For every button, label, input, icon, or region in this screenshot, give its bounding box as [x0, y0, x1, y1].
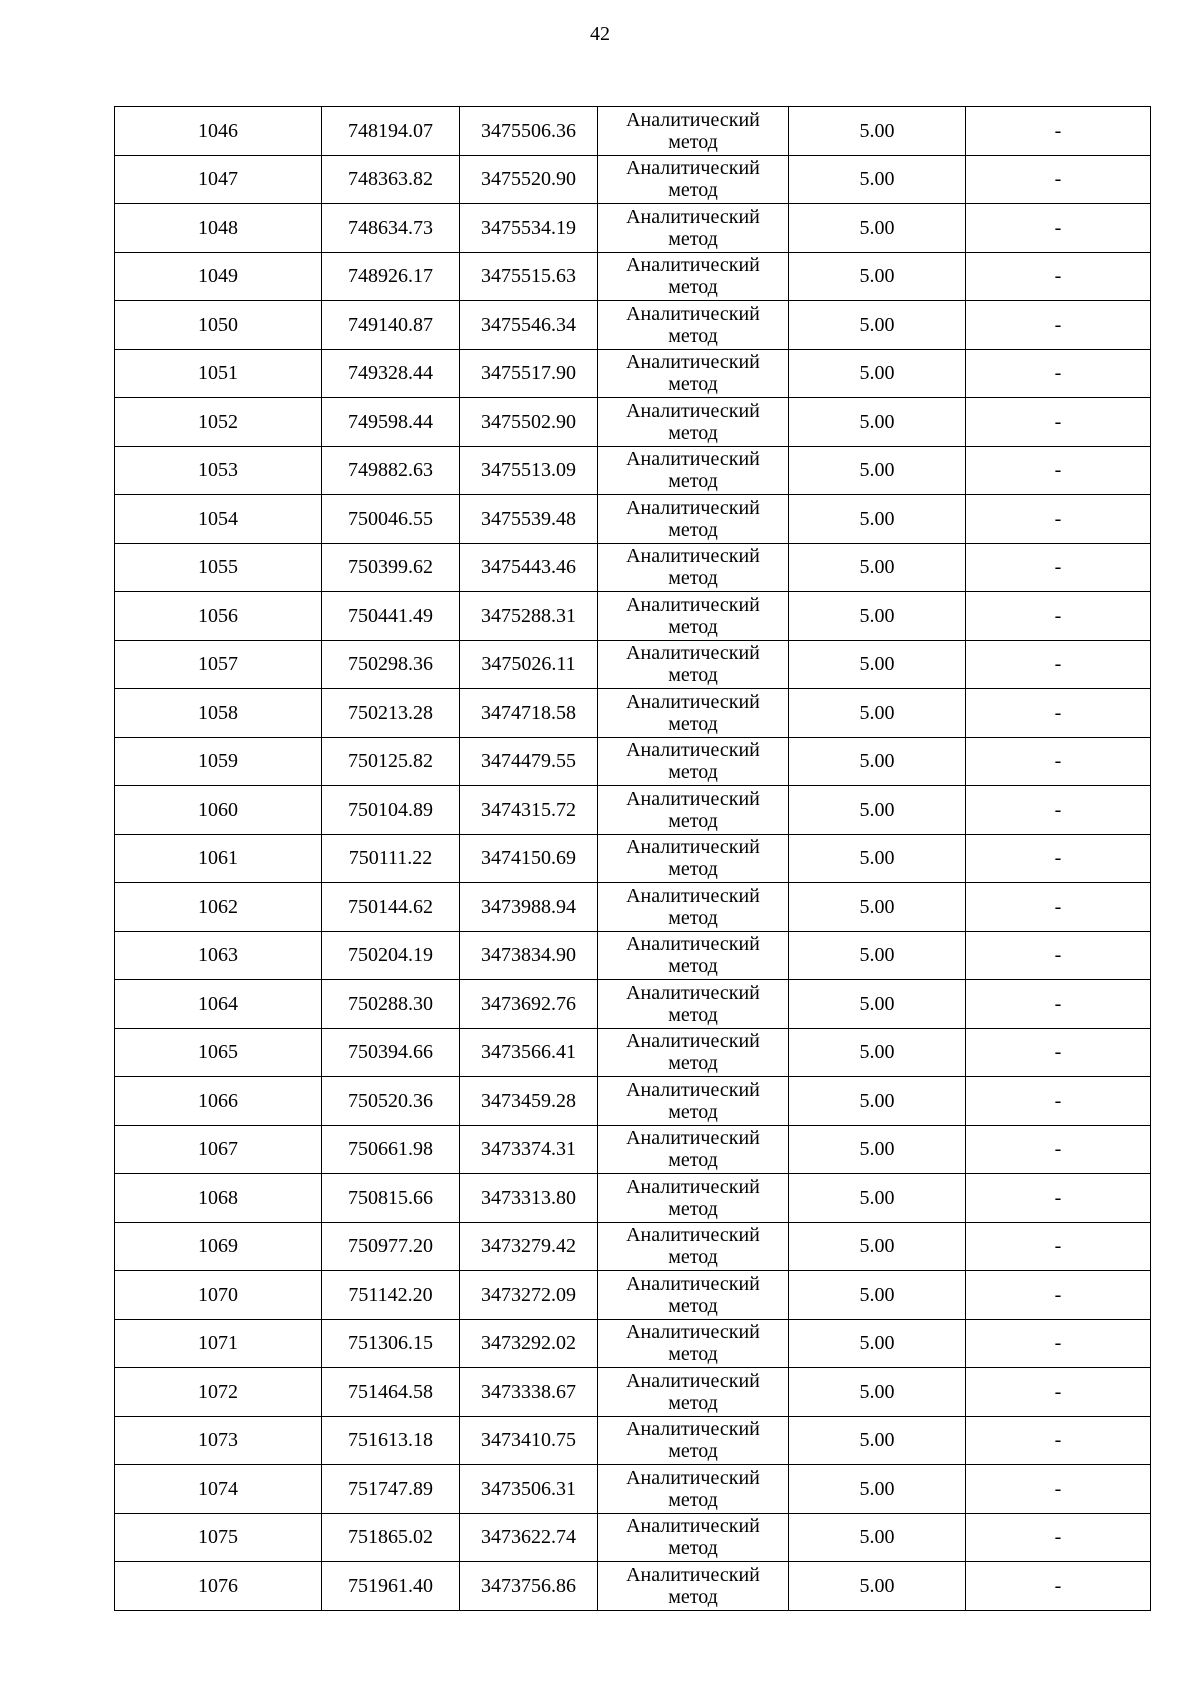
accuracy-cell: 5.00 [789, 1174, 966, 1223]
y-coordinate-cell: 3475443.46 [460, 543, 598, 592]
table-row [115, 883, 1151, 932]
point-id-cell: 1061 [115, 834, 322, 883]
accuracy-cell: 5.00 [789, 737, 966, 786]
method-cell [598, 398, 789, 447]
y-coordinate-cell: 3475546.34 [460, 301, 598, 350]
x-coordinate-cell: 751865.02 [322, 1513, 460, 1562]
table-row [115, 1319, 1151, 1368]
table-row [115, 1416, 1151, 1465]
x-coordinate-cell: 750394.66 [322, 1028, 460, 1077]
x-coordinate-cell: 748926.17 [322, 252, 460, 301]
point-id-cell: 1056 [115, 592, 322, 641]
x-coordinate-cell: 749140.87 [322, 301, 460, 350]
method-cell [598, 737, 789, 786]
method-cell [598, 689, 789, 738]
method-line: Аналитический [626, 1369, 760, 1392]
method-line: Аналитический [626, 1321, 760, 1344]
accuracy-cell: 5.00 [789, 1028, 966, 1077]
accuracy-cell: 5.00 [789, 543, 966, 592]
y-coordinate-cell: 3473313.80 [460, 1174, 598, 1223]
note-cell: - [966, 1125, 1151, 1174]
table-row [115, 1513, 1151, 1562]
y-coordinate-cell: 3475517.90 [460, 349, 598, 398]
x-coordinate-cell: 750144.62 [322, 883, 460, 932]
method-line: Аналитический [626, 981, 760, 1004]
point-id-cell: 1066 [115, 1077, 322, 1126]
accuracy-cell: 5.00 [789, 834, 966, 883]
method-line: Аналитический [626, 1175, 760, 1198]
table-row [115, 834, 1151, 883]
table-row [115, 1125, 1151, 1174]
method-line: метод [668, 858, 718, 881]
note-cell: - [966, 252, 1151, 301]
method-line: метод [668, 1343, 718, 1366]
y-coordinate-cell: 3474315.72 [460, 786, 598, 835]
method-line: Аналитический [626, 787, 760, 810]
note-cell: - [966, 543, 1151, 592]
accuracy-cell: 5.00 [789, 980, 966, 1029]
method-line: Аналитический [626, 448, 760, 471]
method-line: метод [668, 761, 718, 784]
table-row [115, 689, 1151, 738]
note-cell: - [966, 1562, 1151, 1611]
point-id-cell: 1057 [115, 640, 322, 689]
y-coordinate-cell: 3473279.42 [460, 1222, 598, 1271]
note-cell: - [966, 1028, 1151, 1077]
y-coordinate-cell: 3473834.90 [460, 931, 598, 980]
x-coordinate-cell: 750661.98 [322, 1125, 460, 1174]
table-row [115, 155, 1151, 204]
accuracy-cell: 5.00 [789, 349, 966, 398]
table-row [115, 495, 1151, 544]
method-line: Аналитический [626, 836, 760, 859]
method-line: метод [668, 1391, 718, 1414]
method-cell [598, 495, 789, 544]
method-line: метод [668, 227, 718, 250]
x-coordinate-cell: 750977.20 [322, 1222, 460, 1271]
accuracy-cell: 5.00 [789, 398, 966, 447]
note-cell: - [966, 980, 1151, 1029]
x-coordinate-cell: 750111.22 [322, 834, 460, 883]
method-cell [598, 1271, 789, 1320]
method-cell [598, 1125, 789, 1174]
y-coordinate-cell: 3474718.58 [460, 689, 598, 738]
method-line: метод [668, 712, 718, 735]
y-coordinate-cell: 3475513.09 [460, 446, 598, 495]
y-coordinate-cell: 3473566.41 [460, 1028, 598, 1077]
accuracy-cell: 5.00 [789, 1465, 966, 1514]
method-line: метод [668, 664, 718, 687]
method-line: метод [668, 470, 718, 493]
method-cell [598, 1368, 789, 1417]
method-line: метод [668, 615, 718, 638]
accuracy-cell: 5.00 [789, 446, 966, 495]
accuracy-cell: 5.00 [789, 495, 966, 544]
accuracy-cell: 5.00 [789, 1319, 966, 1368]
note-cell: - [966, 1222, 1151, 1271]
table-row [115, 1174, 1151, 1223]
accuracy-cell: 5.00 [789, 107, 966, 156]
method-cell [598, 543, 789, 592]
x-coordinate-cell: 748363.82 [322, 155, 460, 204]
note-cell: - [966, 204, 1151, 253]
method-cell [598, 592, 789, 641]
accuracy-cell: 5.00 [789, 252, 966, 301]
method-line: метод [668, 1100, 718, 1123]
accuracy-cell: 5.00 [789, 1271, 966, 1320]
method-cell [598, 931, 789, 980]
method-line: метод [668, 373, 718, 396]
accuracy-cell: 5.00 [789, 640, 966, 689]
accuracy-cell: 5.00 [789, 1562, 966, 1611]
y-coordinate-cell: 3473756.86 [460, 1562, 598, 1611]
point-id-cell: 1052 [115, 398, 322, 447]
note-cell: - [966, 398, 1151, 447]
table-row [115, 107, 1151, 156]
note-cell: - [966, 1271, 1151, 1320]
x-coordinate-cell: 751747.89 [322, 1465, 460, 1514]
y-coordinate-cell: 3475506.36 [460, 107, 598, 156]
point-id-cell: 1071 [115, 1319, 322, 1368]
accuracy-cell: 5.00 [789, 1416, 966, 1465]
method-cell [598, 301, 789, 350]
y-coordinate-cell: 3475288.31 [460, 592, 598, 641]
y-coordinate-cell: 3474150.69 [460, 834, 598, 883]
accuracy-cell: 5.00 [789, 204, 966, 253]
note-cell: - [966, 786, 1151, 835]
method-line: Аналитический [626, 1224, 760, 1247]
point-id-cell: 1051 [115, 349, 322, 398]
x-coordinate-cell: 751613.18 [322, 1416, 460, 1465]
table-row [115, 1271, 1151, 1320]
table-row [115, 931, 1151, 980]
point-id-cell: 1075 [115, 1513, 322, 1562]
table-row [115, 398, 1151, 447]
table-row [115, 446, 1151, 495]
x-coordinate-cell: 749328.44 [322, 349, 460, 398]
x-coordinate-cell: 750046.55 [322, 495, 460, 544]
table-row [115, 640, 1151, 689]
method-line: Аналитический [626, 545, 760, 568]
table-row [115, 737, 1151, 786]
method-line: метод [668, 421, 718, 444]
method-line: Аналитический [626, 1272, 760, 1295]
y-coordinate-cell: 3473292.02 [460, 1319, 598, 1368]
y-coordinate-cell: 3473338.67 [460, 1368, 598, 1417]
method-line: метод [668, 906, 718, 929]
point-id-cell: 1047 [115, 155, 322, 204]
table-row [115, 1368, 1151, 1417]
note-cell: - [966, 495, 1151, 544]
y-coordinate-cell: 3474479.55 [460, 737, 598, 786]
note-cell: - [966, 883, 1151, 932]
note-cell: - [966, 834, 1151, 883]
method-line: Аналитический [626, 593, 760, 616]
point-id-cell: 1073 [115, 1416, 322, 1465]
y-coordinate-cell: 3473506.31 [460, 1465, 598, 1514]
accuracy-cell: 5.00 [789, 931, 966, 980]
point-id-cell: 1049 [115, 252, 322, 301]
y-coordinate-cell: 3475515.63 [460, 252, 598, 301]
table-row [115, 301, 1151, 350]
table-row [115, 349, 1151, 398]
y-coordinate-cell: 3473374.31 [460, 1125, 598, 1174]
point-id-cell: 1050 [115, 301, 322, 350]
note-cell: - [966, 931, 1151, 980]
method-line: метод [668, 1149, 718, 1172]
x-coordinate-cell: 748194.07 [322, 107, 460, 156]
method-line: метод [668, 955, 718, 978]
point-id-cell: 1055 [115, 543, 322, 592]
method-line: Аналитический [626, 205, 760, 228]
y-coordinate-cell: 3473272.09 [460, 1271, 598, 1320]
note-cell: - [966, 689, 1151, 738]
x-coordinate-cell: 751464.58 [322, 1368, 460, 1417]
method-line: метод [668, 1537, 718, 1560]
method-cell [598, 1513, 789, 1562]
method-line: Аналитический [626, 642, 760, 665]
method-line: Аналитический [626, 1078, 760, 1101]
method-line: Аналитический [626, 739, 760, 762]
point-id-cell: 1067 [115, 1125, 322, 1174]
method-cell [598, 883, 789, 932]
method-cell [598, 1319, 789, 1368]
method-line: Аналитический [626, 1466, 760, 1489]
method-cell [598, 107, 789, 156]
note-cell: - [966, 737, 1151, 786]
note-cell: - [966, 301, 1151, 350]
method-cell [598, 1416, 789, 1465]
note-cell: - [966, 107, 1151, 156]
method-line: метод [668, 1003, 718, 1026]
x-coordinate-cell: 749598.44 [322, 398, 460, 447]
x-coordinate-cell: 750125.82 [322, 737, 460, 786]
accuracy-cell: 5.00 [789, 1222, 966, 1271]
method-line: Аналитический [626, 1418, 760, 1441]
method-cell [598, 349, 789, 398]
method-cell [598, 1562, 789, 1611]
method-cell [598, 446, 789, 495]
table-row [115, 1077, 1151, 1126]
point-id-cell: 1048 [115, 204, 322, 253]
method-line: Аналитический [626, 1563, 760, 1586]
method-cell [598, 155, 789, 204]
method-line: метод [668, 1440, 718, 1463]
method-line: метод [668, 276, 718, 299]
method-line: метод [668, 324, 718, 347]
x-coordinate-cell: 749882.63 [322, 446, 460, 495]
note-cell: - [966, 1416, 1151, 1465]
note-cell: - [966, 592, 1151, 641]
method-cell [598, 1077, 789, 1126]
method-line: метод [668, 1246, 718, 1269]
method-line: метод [668, 1585, 718, 1608]
point-id-cell: 1069 [115, 1222, 322, 1271]
accuracy-cell: 5.00 [789, 883, 966, 932]
point-id-cell: 1063 [115, 931, 322, 980]
accuracy-cell: 5.00 [789, 155, 966, 204]
x-coordinate-cell: 750288.30 [322, 980, 460, 1029]
coordinates-table-body [115, 107, 1151, 1611]
point-id-cell: 1072 [115, 1368, 322, 1417]
y-coordinate-cell: 3473410.75 [460, 1416, 598, 1465]
point-id-cell: 1070 [115, 1271, 322, 1320]
table-row [115, 1222, 1151, 1271]
note-cell: - [966, 349, 1151, 398]
x-coordinate-cell: 750441.49 [322, 592, 460, 641]
method-line: Аналитический [626, 690, 760, 713]
note-cell: - [966, 1319, 1151, 1368]
accuracy-cell: 5.00 [789, 1125, 966, 1174]
point-id-cell: 1074 [115, 1465, 322, 1514]
y-coordinate-cell: 3475502.90 [460, 398, 598, 447]
table-row [115, 1465, 1151, 1514]
method-line: метод [668, 518, 718, 541]
accuracy-cell: 5.00 [789, 786, 966, 835]
x-coordinate-cell: 751142.20 [322, 1271, 460, 1320]
x-coordinate-cell: 750213.28 [322, 689, 460, 738]
x-coordinate-cell: 750204.19 [322, 931, 460, 980]
point-id-cell: 1059 [115, 737, 322, 786]
table-row [115, 1028, 1151, 1077]
method-cell [598, 252, 789, 301]
note-cell: - [966, 1077, 1151, 1126]
coordinates-table [114, 106, 1151, 1611]
y-coordinate-cell: 3473988.94 [460, 883, 598, 932]
point-id-cell: 1054 [115, 495, 322, 544]
x-coordinate-cell: 751306.15 [322, 1319, 460, 1368]
method-line: Аналитический [626, 254, 760, 277]
point-id-cell: 1068 [115, 1174, 322, 1223]
method-line: Аналитический [626, 399, 760, 422]
accuracy-cell: 5.00 [789, 689, 966, 738]
method-line: Аналитический [626, 496, 760, 519]
y-coordinate-cell: 3473459.28 [460, 1077, 598, 1126]
method-line: Аналитический [626, 1515, 760, 1538]
y-coordinate-cell: 3475520.90 [460, 155, 598, 204]
note-cell: - [966, 1174, 1151, 1223]
x-coordinate-cell: 748634.73 [322, 204, 460, 253]
point-id-cell: 1046 [115, 107, 322, 156]
method-line: Аналитический [626, 157, 760, 180]
method-cell [598, 786, 789, 835]
point-id-cell: 1065 [115, 1028, 322, 1077]
y-coordinate-cell: 3475539.48 [460, 495, 598, 544]
page-number: 42 [590, 23, 610, 45]
method-line: метод [668, 1488, 718, 1511]
method-cell [598, 204, 789, 253]
accuracy-cell: 5.00 [789, 1077, 966, 1126]
method-line: метод [668, 1294, 718, 1317]
point-id-cell: 1076 [115, 1562, 322, 1611]
note-cell: - [966, 640, 1151, 689]
method-line: метод [668, 567, 718, 590]
table-row [115, 786, 1151, 835]
accuracy-cell: 5.00 [789, 1368, 966, 1417]
table-row [115, 252, 1151, 301]
table-row [115, 543, 1151, 592]
x-coordinate-cell: 750399.62 [322, 543, 460, 592]
method-line: Аналитический [626, 108, 760, 131]
y-coordinate-cell: 3475534.19 [460, 204, 598, 253]
table-row [115, 204, 1151, 253]
x-coordinate-cell: 750520.36 [322, 1077, 460, 1126]
point-id-cell: 1058 [115, 689, 322, 738]
method-cell [598, 1222, 789, 1271]
point-id-cell: 1053 [115, 446, 322, 495]
method-line: метод [668, 130, 718, 153]
y-coordinate-cell: 3473692.76 [460, 980, 598, 1029]
method-line: метод [668, 1052, 718, 1075]
accuracy-cell: 5.00 [789, 592, 966, 641]
x-coordinate-cell: 751961.40 [322, 1562, 460, 1611]
method-line: метод [668, 809, 718, 832]
x-coordinate-cell: 750104.89 [322, 786, 460, 835]
table-row [115, 1562, 1151, 1611]
table-row [115, 592, 1151, 641]
method-line: Аналитический [626, 351, 760, 374]
method-cell [598, 1174, 789, 1223]
x-coordinate-cell: 750298.36 [322, 640, 460, 689]
y-coordinate-cell: 3475026.11 [460, 640, 598, 689]
table-row [115, 980, 1151, 1029]
method-cell [598, 1028, 789, 1077]
method-cell [598, 640, 789, 689]
x-coordinate-cell: 750815.66 [322, 1174, 460, 1223]
note-cell: - [966, 1368, 1151, 1417]
method-line: Аналитический [626, 884, 760, 907]
method-line: Аналитический [626, 1030, 760, 1053]
note-cell: - [966, 446, 1151, 495]
point-id-cell: 1064 [115, 980, 322, 1029]
method-cell [598, 980, 789, 1029]
note-cell: - [966, 1465, 1151, 1514]
method-line: Аналитический [626, 302, 760, 325]
method-cell [598, 1465, 789, 1514]
accuracy-cell: 5.00 [789, 1513, 966, 1562]
method-line: Аналитический [626, 933, 760, 956]
method-line: метод [668, 179, 718, 202]
method-cell [598, 834, 789, 883]
note-cell: - [966, 1513, 1151, 1562]
point-id-cell: 1060 [115, 786, 322, 835]
point-id-cell: 1062 [115, 883, 322, 932]
accuracy-cell: 5.00 [789, 301, 966, 350]
method-line: метод [668, 1197, 718, 1220]
method-line: Аналитический [626, 1127, 760, 1150]
y-coordinate-cell: 3473622.74 [460, 1513, 598, 1562]
note-cell: - [966, 155, 1151, 204]
